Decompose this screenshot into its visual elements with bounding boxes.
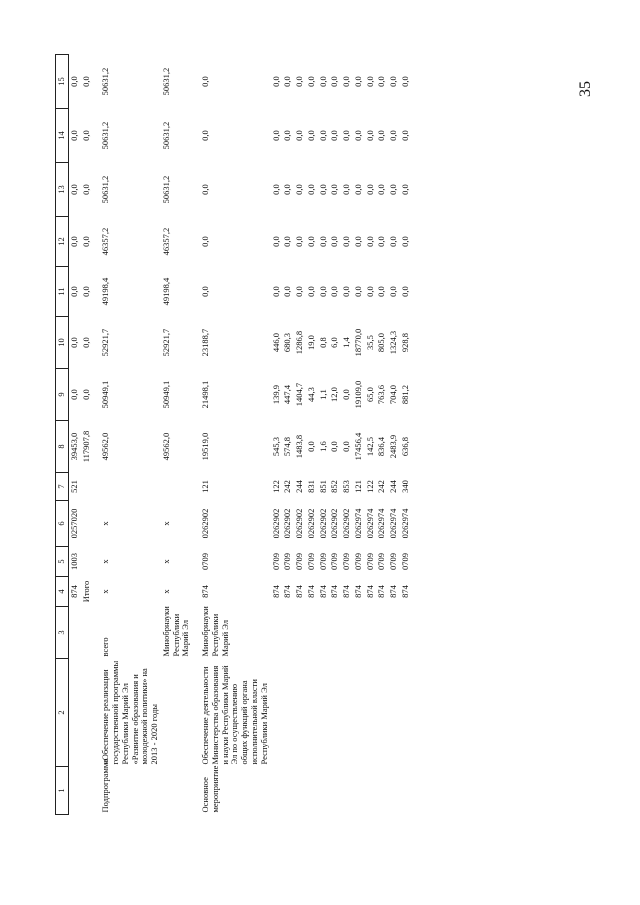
table-cell: 0,0 <box>68 286 79 297</box>
table-cell: 0,0 <box>329 441 340 452</box>
table-cell: 0262974 <box>352 508 363 539</box>
header-row <box>56 55 69 815</box>
table-cell: 881,2 <box>399 384 410 405</box>
table-cell: всего <box>100 637 111 657</box>
table-cell: 244 <box>294 480 305 493</box>
table-cell: 874 <box>399 585 410 598</box>
table-cell: 874 <box>305 585 316 598</box>
table-cell: 121 <box>352 480 363 493</box>
table-cell: 0,0 <box>305 236 316 247</box>
table-cell: Минобрнауки Республики Марий Эл <box>160 606 191 657</box>
column-header-5: 5 <box>56 547 69 577</box>
table-row <box>282 55 294 815</box>
column-header-10: 10 <box>56 317 69 369</box>
column-header-9: 9 <box>56 369 69 421</box>
table-cell: 0257020 <box>68 508 79 539</box>
table-cell: 0,0 <box>200 184 211 195</box>
table-cell: 0,0 <box>294 184 305 195</box>
table-cell: 19519,0 <box>200 432 211 461</box>
table-cell: 49562,0 <box>160 432 171 461</box>
rotated-table-area <box>55 55 565 815</box>
table-cell: 0,0 <box>270 286 281 297</box>
table-cell: 0,0 <box>200 286 211 297</box>
table-cell: 0709 <box>341 553 352 570</box>
table-cell: 0,0 <box>364 184 375 195</box>
table-cell: «Обеспечение реализации государственной программы Республики Марий Эл «Развитие образования и молодежной политики» на 2013 - 2020 годы <box>100 660 160 765</box>
table-cell <box>329 767 341 815</box>
table-cell: 0,0 <box>200 130 211 141</box>
row-gap <box>192 55 200 815</box>
table-cell: 0,0 <box>341 389 352 400</box>
table-cell: 0,0 <box>352 236 363 247</box>
table-cell: 139,9 <box>270 384 281 405</box>
table-cell: 0,0 <box>352 130 363 141</box>
table-cell <box>282 767 294 815</box>
table-cell: 39453,0 <box>68 432 79 461</box>
table-cell: 0262902 <box>305 508 316 539</box>
table-cell <box>271 767 283 815</box>
table-cell <box>271 607 283 659</box>
page-number: 35 <box>577 81 594 97</box>
table-cell: 0262902 <box>317 508 328 539</box>
table-cell: 0262974 <box>399 508 410 539</box>
table-cell: 0,0 <box>399 184 410 195</box>
table-cell: 874 <box>200 585 211 598</box>
table-cell: 0,8 <box>317 337 328 348</box>
table-cell <box>365 607 377 659</box>
table-cell <box>81 501 93 547</box>
table-cell <box>388 659 400 767</box>
table-cell: 0,0 <box>376 236 387 247</box>
table-cell: 0,0 <box>305 441 316 452</box>
table-row <box>388 55 400 815</box>
table-cell: 0,0 <box>388 184 399 195</box>
table-cell <box>376 767 388 815</box>
table-cell: х <box>160 521 171 526</box>
table-cell: 52921,7 <box>100 328 111 357</box>
table-cell: 0,0 <box>399 286 410 297</box>
table-cell <box>376 659 388 767</box>
table-cell <box>306 607 318 659</box>
table-cell: 0,0 <box>80 76 91 87</box>
table-cell: 0,0 <box>341 441 352 452</box>
table-cell <box>329 659 341 767</box>
table-cell: 0,0 <box>317 184 328 195</box>
table-cell: 23188,7 <box>200 328 211 357</box>
table-row <box>271 55 283 815</box>
table-cell: 50631,2 <box>160 175 171 204</box>
table-row <box>341 55 353 815</box>
table-cell: 0,0 <box>68 236 79 247</box>
table-cell: 852 <box>329 480 340 493</box>
table-cell: 0709 <box>399 553 410 570</box>
table-cell: 0709 <box>352 553 363 570</box>
table-cell: 0,0 <box>80 337 91 348</box>
table-cell <box>100 473 161 501</box>
table-cell: Итого <box>80 580 91 603</box>
table-cell: 35,5 <box>364 335 375 350</box>
column-header-8: 8 <box>56 421 69 473</box>
column-header-3: 3 <box>56 607 69 659</box>
table-cell: 0,0 <box>80 236 91 247</box>
table-cell: 0,0 <box>270 76 281 87</box>
table-cell: 6,0 <box>329 337 340 348</box>
column-header-14: 14 <box>56 109 69 163</box>
table-cell: 574,8 <box>282 436 293 457</box>
table-cell: 21498,1 <box>200 380 211 409</box>
table-cell: 0,0 <box>352 184 363 195</box>
table-cell <box>306 767 318 815</box>
table-cell: 46357,2 <box>100 227 111 256</box>
table-cell: 0,0 <box>341 286 352 297</box>
table-cell: 19,0 <box>305 335 316 350</box>
table-cell <box>81 473 93 501</box>
table-cell: 0709 <box>200 553 211 570</box>
table-row <box>329 55 341 815</box>
table-row <box>200 55 270 815</box>
table-cell: 17456,4 <box>352 432 363 461</box>
table-cell: 0,0 <box>364 236 375 247</box>
table-cell: 0,0 <box>341 76 352 87</box>
table-cell: 49198,4 <box>160 277 171 306</box>
table-cell: 0709 <box>282 553 293 570</box>
table-cell <box>400 659 412 767</box>
table-cell: 0,0 <box>341 184 352 195</box>
table-cell: 50631,2 <box>100 67 111 96</box>
table-cell: 0262902 <box>329 508 340 539</box>
table-cell: 763,6 <box>376 384 387 405</box>
table-cell: 0,0 <box>305 286 316 297</box>
budget-table <box>55 54 412 815</box>
table-cell <box>161 767 192 815</box>
table-cell: 0709 <box>388 553 399 570</box>
table-row <box>376 55 388 815</box>
table-cell: 117907,8 <box>80 430 91 463</box>
table-cell: 874 <box>388 585 399 598</box>
table-cell: 0262902 <box>341 508 352 539</box>
table-cell <box>318 659 330 767</box>
table-cell: 0,0 <box>399 76 410 87</box>
table-cell: 874 <box>294 585 305 598</box>
table-cell: 0262974 <box>364 508 375 539</box>
table-cell: 0,0 <box>270 184 281 195</box>
table-cell: Подпрограмма <box>100 759 111 813</box>
table-cell: 874 <box>376 585 387 598</box>
table-cell <box>353 767 365 815</box>
table-cell: 0,0 <box>68 76 79 87</box>
table-cell <box>318 607 330 659</box>
column-header-4: 4 <box>56 577 69 607</box>
table-cell: 46357,2 <box>160 227 171 256</box>
table-cell: 0,0 <box>388 76 399 87</box>
table-cell: 1,4 <box>341 337 352 348</box>
table-cell: 0,0 <box>317 76 328 87</box>
table-row <box>100 55 161 815</box>
table-cell: 0,0 <box>399 130 410 141</box>
table-cell: 0,0 <box>294 130 305 141</box>
table-cell: 874 <box>270 585 281 598</box>
table-cell: 805,0 <box>376 332 387 353</box>
table-cell: 1003 <box>68 553 79 570</box>
table-cell: 0,0 <box>294 286 305 297</box>
table-row <box>294 55 306 815</box>
table-cell: 0,0 <box>294 76 305 87</box>
table-cell <box>306 659 318 767</box>
table-cell: 0,0 <box>282 130 293 141</box>
table-cell: 49562,0 <box>100 432 111 461</box>
table-cell: 446,0 <box>270 332 281 353</box>
table-cell: Основное мероприятие <box>200 765 220 813</box>
table-cell: 0,0 <box>80 389 91 400</box>
table-cell: 0,0 <box>364 130 375 141</box>
table-cell: 0,0 <box>376 76 387 87</box>
table-cell: 680,3 <box>282 332 293 353</box>
table-cell: 831 <box>305 480 316 493</box>
table-cell: 18770,0 <box>352 328 363 357</box>
table-cell <box>400 767 412 815</box>
table-cell: 0,0 <box>388 130 399 141</box>
table-cell: 0,0 <box>364 286 375 297</box>
table-cell: 0262974 <box>376 508 387 539</box>
column-header-12: 12 <box>56 217 69 267</box>
table-cell: 50631,2 <box>160 67 171 96</box>
table-cell: 874 <box>68 585 79 598</box>
table-cell: 928,8 <box>399 332 410 353</box>
table-cell: 0,0 <box>270 130 281 141</box>
table-cell <box>353 607 365 659</box>
table-cell: 874 <box>341 585 352 598</box>
table-cell: х <box>100 559 111 564</box>
table-cell: 874 <box>282 585 293 598</box>
table-cell: 0,0 <box>270 236 281 247</box>
table-row <box>400 55 412 815</box>
table-cell: 0,0 <box>317 286 328 297</box>
table-cell: 50631,2 <box>100 175 111 204</box>
table-cell: 636,8 <box>399 436 410 457</box>
table-cell: 0,0 <box>305 76 316 87</box>
column-header-13: 13 <box>56 163 69 217</box>
table-cell: 122 <box>270 480 281 493</box>
table-cell: х <box>160 589 171 594</box>
table-row <box>318 55 330 815</box>
table-cell: х <box>160 559 171 564</box>
table-cell: 0709 <box>305 553 316 570</box>
table-cell: 447,4 <box>282 384 293 405</box>
table-cell: 0,0 <box>68 130 79 141</box>
column-header-11: 11 <box>56 267 69 317</box>
table-cell <box>81 547 93 577</box>
table-cell: 0,0 <box>399 236 410 247</box>
table-cell <box>294 767 306 815</box>
table-cell <box>318 767 330 815</box>
table-cell: х <box>100 589 111 594</box>
table-cell: 0,0 <box>282 184 293 195</box>
table-cell: 1286,8 <box>294 330 305 355</box>
table-cell: 0,0 <box>200 236 211 247</box>
table-cell <box>81 767 93 815</box>
table-cell: 1324,3 <box>388 330 399 355</box>
table-cell: 0,0 <box>294 236 305 247</box>
table-cell: 836,4 <box>376 436 387 457</box>
table-cell: 121 <box>200 480 211 493</box>
table-cell: Обеспечение деятельности Министерства образования и науки Республики Марий Эл по осуществлению общих функций органа исполнительной власти Республики Марий Эл <box>200 665 269 765</box>
table-cell: 242 <box>282 480 293 493</box>
table-cell: 853 <box>341 480 352 493</box>
table-cell <box>282 607 294 659</box>
table-cell: 244 <box>388 480 399 493</box>
table-cell: 52921,7 <box>160 328 171 357</box>
table-cell <box>388 767 400 815</box>
table-cell: 0,0 <box>329 184 340 195</box>
table-cell <box>294 607 306 659</box>
table-cell: 0,0 <box>80 130 91 141</box>
table-cell: 0709 <box>294 553 305 570</box>
table-cell: 1404,7 <box>294 382 305 407</box>
table-cell: 1483,8 <box>294 434 305 459</box>
table-cell: 142,5 <box>364 436 375 457</box>
table-cell: 0262902 <box>200 508 211 539</box>
table-cell: 12,0 <box>329 387 340 402</box>
column-header-15: 15 <box>56 55 69 109</box>
table-cell: 50949,1 <box>100 380 111 409</box>
table-cell: 50949,1 <box>160 380 171 409</box>
table-cell <box>329 607 341 659</box>
table-cell: 0,0 <box>68 184 79 195</box>
table-cell <box>68 607 80 659</box>
table-cell: 0,0 <box>341 130 352 141</box>
table-cell: 0,0 <box>200 76 211 87</box>
table-cell <box>68 767 80 815</box>
table-row <box>81 55 93 815</box>
table-cell: 44,3 <box>305 387 316 402</box>
table-cell <box>341 607 353 659</box>
table-cell: 0,0 <box>376 130 387 141</box>
table-cell <box>400 607 412 659</box>
table-cell: 242 <box>376 480 387 493</box>
table-cell: 0,0 <box>305 184 316 195</box>
table-cell: 874 <box>364 585 375 598</box>
table-cell: 851 <box>317 480 328 493</box>
table-cell: 49198,4 <box>100 277 111 306</box>
table-cell <box>388 607 400 659</box>
table-cell: 0262902 <box>270 508 281 539</box>
table-cell: 0,0 <box>317 236 328 247</box>
table-cell: 545,3 <box>270 436 281 457</box>
table-cell: Минобрнауки Республики Марий Эл <box>200 606 230 657</box>
table-row <box>68 55 80 815</box>
table-cell: 0,0 <box>341 236 352 247</box>
table-cell: 0,0 <box>329 130 340 141</box>
table-cell: 340 <box>399 480 410 493</box>
table-cell <box>81 659 93 767</box>
table-cell: 1,6 <box>317 441 328 452</box>
column-header-2: 2 <box>56 659 69 767</box>
column-header-7: 7 <box>56 473 69 501</box>
table-cell: 0262902 <box>282 508 293 539</box>
table-cell: 0,0 <box>68 389 79 400</box>
table-cell <box>81 607 93 659</box>
table-cell: 2483,9 <box>388 434 399 459</box>
table-cell: 0,0 <box>80 286 91 297</box>
table-cell: 50631,2 <box>160 121 171 150</box>
table-cell: 0262974 <box>388 508 399 539</box>
table-cell: 0,0 <box>352 286 363 297</box>
table-row <box>161 55 192 815</box>
table-cell <box>341 767 353 815</box>
table-cell: 0,0 <box>282 76 293 87</box>
column-header-1: 1 <box>56 767 69 815</box>
table-cell: 1,1 <box>317 389 328 400</box>
table-cell: 874 <box>352 585 363 598</box>
table-cell: 0,0 <box>376 184 387 195</box>
table-cell: 0709 <box>376 553 387 570</box>
table-cell: 874 <box>329 585 340 598</box>
table-cell: 0709 <box>270 553 281 570</box>
table-cell <box>353 659 365 767</box>
table-row <box>353 55 365 815</box>
table-cell <box>294 659 306 767</box>
table-cell <box>161 473 192 501</box>
table-cell <box>376 607 388 659</box>
table-body <box>68 55 411 815</box>
table-cell: 0,0 <box>305 130 316 141</box>
table-cell: 874 <box>317 585 328 598</box>
row-gap <box>92 55 100 815</box>
table-cell: 0,0 <box>352 76 363 87</box>
table-cell: 0,0 <box>80 184 91 195</box>
table-cell: 0709 <box>329 553 340 570</box>
table-cell: 0,0 <box>282 236 293 247</box>
table-cell: 0709 <box>317 553 328 570</box>
table-cell: 0,0 <box>282 286 293 297</box>
table-cell: 0,0 <box>329 286 340 297</box>
table-cell: 0,0 <box>376 286 387 297</box>
table-cell: 122 <box>364 480 375 493</box>
table-cell <box>161 659 192 767</box>
table-cell: 521 <box>68 480 79 493</box>
table-cell: 0709 <box>364 553 375 570</box>
table-cell <box>365 659 377 767</box>
table-cell: 0,0 <box>329 76 340 87</box>
table-cell: 0,0 <box>364 76 375 87</box>
table-cell <box>365 767 377 815</box>
table-cell: 50631,2 <box>100 121 111 150</box>
table-cell: 704,0 <box>388 384 399 405</box>
column-header-6: 6 <box>56 501 69 547</box>
table-cell: х <box>100 521 111 526</box>
table-cell: 0262902 <box>294 508 305 539</box>
table-cell <box>341 659 353 767</box>
table-cell: 65,0 <box>364 387 375 402</box>
table-row <box>365 55 377 815</box>
table-row <box>306 55 318 815</box>
table-cell <box>282 659 294 767</box>
table-cell: 0,0 <box>329 236 340 247</box>
table-cell: 19109,0 <box>352 380 363 409</box>
table-cell: 0,0 <box>317 130 328 141</box>
table-cell <box>68 659 80 767</box>
table-cell: 0,0 <box>388 286 399 297</box>
table-cell: 0,0 <box>388 236 399 247</box>
table-cell: 0,0 <box>68 337 79 348</box>
table-cell <box>271 659 283 767</box>
